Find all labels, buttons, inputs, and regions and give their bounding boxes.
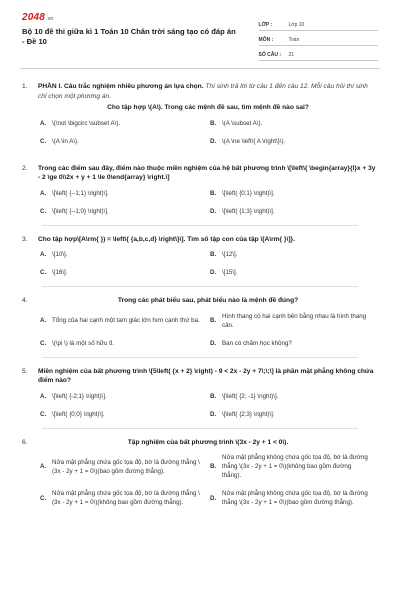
question-3 [22, 235, 378, 287]
option-text: Tổng của hai cạnh một tam giác lớn hơn cạnh thứ ba. [52, 317, 200, 324]
option-b[interactable] [208, 119, 378, 128]
option-label: A. [40, 119, 47, 127]
option-text: \[\left( {0;1} \right)\]. [222, 189, 275, 197]
question-2 [22, 164, 378, 225]
question-number: 1. [22, 83, 28, 90]
option-a[interactable] [38, 189, 208, 198]
section-heading: PHẦN I. Câu trắc nghiệm nhiều phương án lựa chọn. [38, 83, 204, 90]
question-divider [42, 225, 358, 226]
logo-suffix: .vn [46, 16, 54, 22]
option-c[interactable] [38, 339, 208, 348]
header-left [22, 12, 239, 62]
option-text: \[\left( {--1;0} \right)\]. [52, 207, 109, 215]
meta-key: SỐ CÂU : [258, 52, 282, 58]
option-text: Nửa mặt phẳng không chứa gốc tọa độ, bờ là đường thẳng \(3x - 2y + 1 = 0\)(bao gồm đường thẳng). [222, 490, 368, 506]
option-c[interactable] [38, 207, 208, 216]
option-text: \[\left( {2;3} \right)\]. [222, 410, 275, 418]
option-b[interactable] [208, 250, 378, 259]
option-label: C. [40, 207, 47, 215]
option-text: Nửa mặt phẳng chứa gốc tọa độ, bờ là đường thẳng \(3x - 2y + 1 = 0\)(bao gồm đường thẳng). [52, 458, 200, 475]
option-c[interactable] [38, 489, 208, 507]
answer-options [22, 453, 378, 516]
question-number: 6. [22, 438, 28, 446]
option-text: \(A \ne \left\{ A \right\}\). [222, 137, 286, 145]
question-text: Trong các phát biểu sau, phát biểu nào là mệnh đề đúng? [117, 297, 299, 304]
option-label: C. [40, 137, 47, 145]
site-logo[interactable] [22, 12, 239, 23]
option-a[interactable] [38, 312, 208, 330]
option-label: D. [210, 269, 217, 276]
meta-value: 21 [288, 52, 295, 58]
question-1 [22, 82, 378, 155]
question-divider [42, 428, 358, 429]
option-label: D. [210, 339, 217, 347]
option-d[interactable] [208, 339, 378, 348]
option-text: Nửa mặt phẳng không chứa gốc tọa độ, bờ là đường thẳng \(3x - 2y + 1 = 0\)(không bao gồm đường thẳng). [222, 454, 368, 479]
option-label: D. [210, 410, 217, 418]
exam-meta [259, 12, 378, 62]
answer-options [22, 312, 378, 357]
option-d[interactable] [208, 207, 378, 216]
option-text: Nửa mặt phẳng chứa gốc tọa độ, bờ là đường thẳng \(3x - 2y + 1 = 0\)(không bao gồm đường thẳng). [52, 490, 200, 506]
option-label: D. [210, 137, 217, 145]
question-text [38, 82, 378, 101]
option-label: B. [210, 463, 217, 470]
option-b[interactable] [208, 312, 378, 330]
question-number: 5. [22, 367, 28, 375]
option-text: \[\left( {1;3} \right)\]. [222, 207, 275, 215]
question-divider [42, 357, 358, 358]
option-text: \[\left( {0;0} \right)\]. [52, 410, 105, 418]
option-label: A. [40, 189, 47, 197]
option-label: A. [40, 251, 47, 258]
option-b[interactable] [208, 189, 378, 198]
section-instruction: Thí sinh trả lời từ câu 1 đến câu 12. Mỗi câu hỏi thí sinh chỉ chọn một phương án. [38, 83, 368, 100]
option-d[interactable] [208, 410, 378, 419]
answer-options [22, 119, 378, 155]
option-label: C. [40, 410, 47, 418]
option-c[interactable] [38, 137, 208, 146]
page-header [0, 0, 400, 62]
option-label: A. [40, 392, 47, 400]
answer-options [22, 189, 378, 225]
question-text: Trong các điểm sau đây, điểm nào thuộc miền nghiệm của hệ bất phương trình \[\left\{ \begin{array}{l}x + 3y - 2 \ge 0\\2x + y + 1 \le 0\end{array} \right.\] [38, 164, 376, 181]
question-6 [22, 438, 378, 517]
question-number: 2. [22, 164, 28, 172]
option-text: \(A \in A\). [52, 137, 79, 145]
question-number: 3. [22, 235, 28, 243]
answer-options [22, 250, 378, 286]
option-b[interactable] [208, 392, 378, 401]
option-text: \[12\]. [222, 251, 238, 258]
answer-options [22, 392, 378, 428]
meta-row-class [259, 16, 378, 31]
option-label: B. [210, 392, 217, 400]
option-a[interactable] [38, 392, 208, 401]
option-d[interactable] [208, 489, 378, 507]
option-label: A. [40, 317, 47, 324]
option-text: \[10\]. [52, 251, 68, 258]
question-text: Cho tập hợp\[A\rm{ }) = \left\{ {a,b,c,d} \right\}\]. Tìm số tập con của tập \[A\rm{ }\]}. [38, 235, 295, 243]
meta-value: Lớp 10 [288, 22, 305, 28]
option-label: B. [210, 251, 217, 258]
option-c[interactable] [38, 410, 208, 419]
option-text: Hình thang có hai cạnh bên bằng nhau là hình thang cân. [222, 312, 367, 329]
question-text: Tập nghiệm của bất phương trình \(3x - 2y + 1 < 0\). [127, 438, 289, 446]
option-a[interactable] [38, 250, 208, 259]
meta-key: MÔN : [258, 37, 274, 43]
meta-row-count [259, 46, 378, 61]
option-text: \[15\]. [222, 269, 238, 276]
option-label: D. [210, 494, 217, 502]
option-label: B. [210, 189, 217, 197]
option-d[interactable] [208, 268, 378, 277]
option-label: B. [210, 119, 217, 127]
option-label: C. [40, 494, 47, 502]
option-label: A. [40, 463, 47, 470]
option-b[interactable] [208, 453, 378, 480]
option-text: \[\left( {--1;1} \right)\]. [52, 189, 109, 197]
question-number: 4. [22, 297, 28, 304]
question-5 [22, 367, 378, 428]
option-text: \(\pi \) là một số hữu tỉ. [52, 339, 114, 347]
option-c[interactable] [38, 268, 208, 277]
option-label: C. [40, 269, 47, 276]
meta-row-subject [259, 31, 378, 46]
option-label: B. [210, 317, 217, 324]
question-text: Miền nghiệm của bất phương trình \[5\left( {x + 2} \right) - 9 < 2x - 2y + 7\;\;\] là phần mặt phẳng không chứa điểm nào? [38, 367, 374, 384]
meta-value: Toán [288, 37, 300, 43]
option-a[interactable] [38, 453, 208, 480]
question-stem: Cho tập hợp \(A\). Trong các mệnh đề sau, tìm mệnh đề nào sai? [107, 104, 309, 111]
option-text: \[\left( {2; -1} \right)\]. [222, 392, 279, 400]
question-4 [22, 296, 378, 357]
option-label: C. [40, 339, 47, 347]
option-text: \(A \subset A\). [222, 119, 263, 127]
meta-key: LỚP : [258, 22, 273, 28]
option-d[interactable] [208, 137, 378, 146]
question-divider [42, 286, 358, 287]
option-text: \(\not \bigcirc \subset A\). [52, 119, 121, 127]
question-list [0, 69, 400, 516]
option-a[interactable] [38, 119, 208, 128]
logo-text: 2048 [22, 12, 46, 23]
option-text: \[\left( {-2;1} \right)\]. [52, 392, 107, 400]
option-text: \[16\]. [52, 269, 68, 276]
option-label: D. [210, 207, 217, 215]
option-text: Bạn có chăm học không? [222, 339, 292, 347]
document-title: Bộ 10 đề thi giữa kì 1 Toán 10 Chân trời sáng tạo có đáp án - Đề 10 [22, 27, 236, 46]
